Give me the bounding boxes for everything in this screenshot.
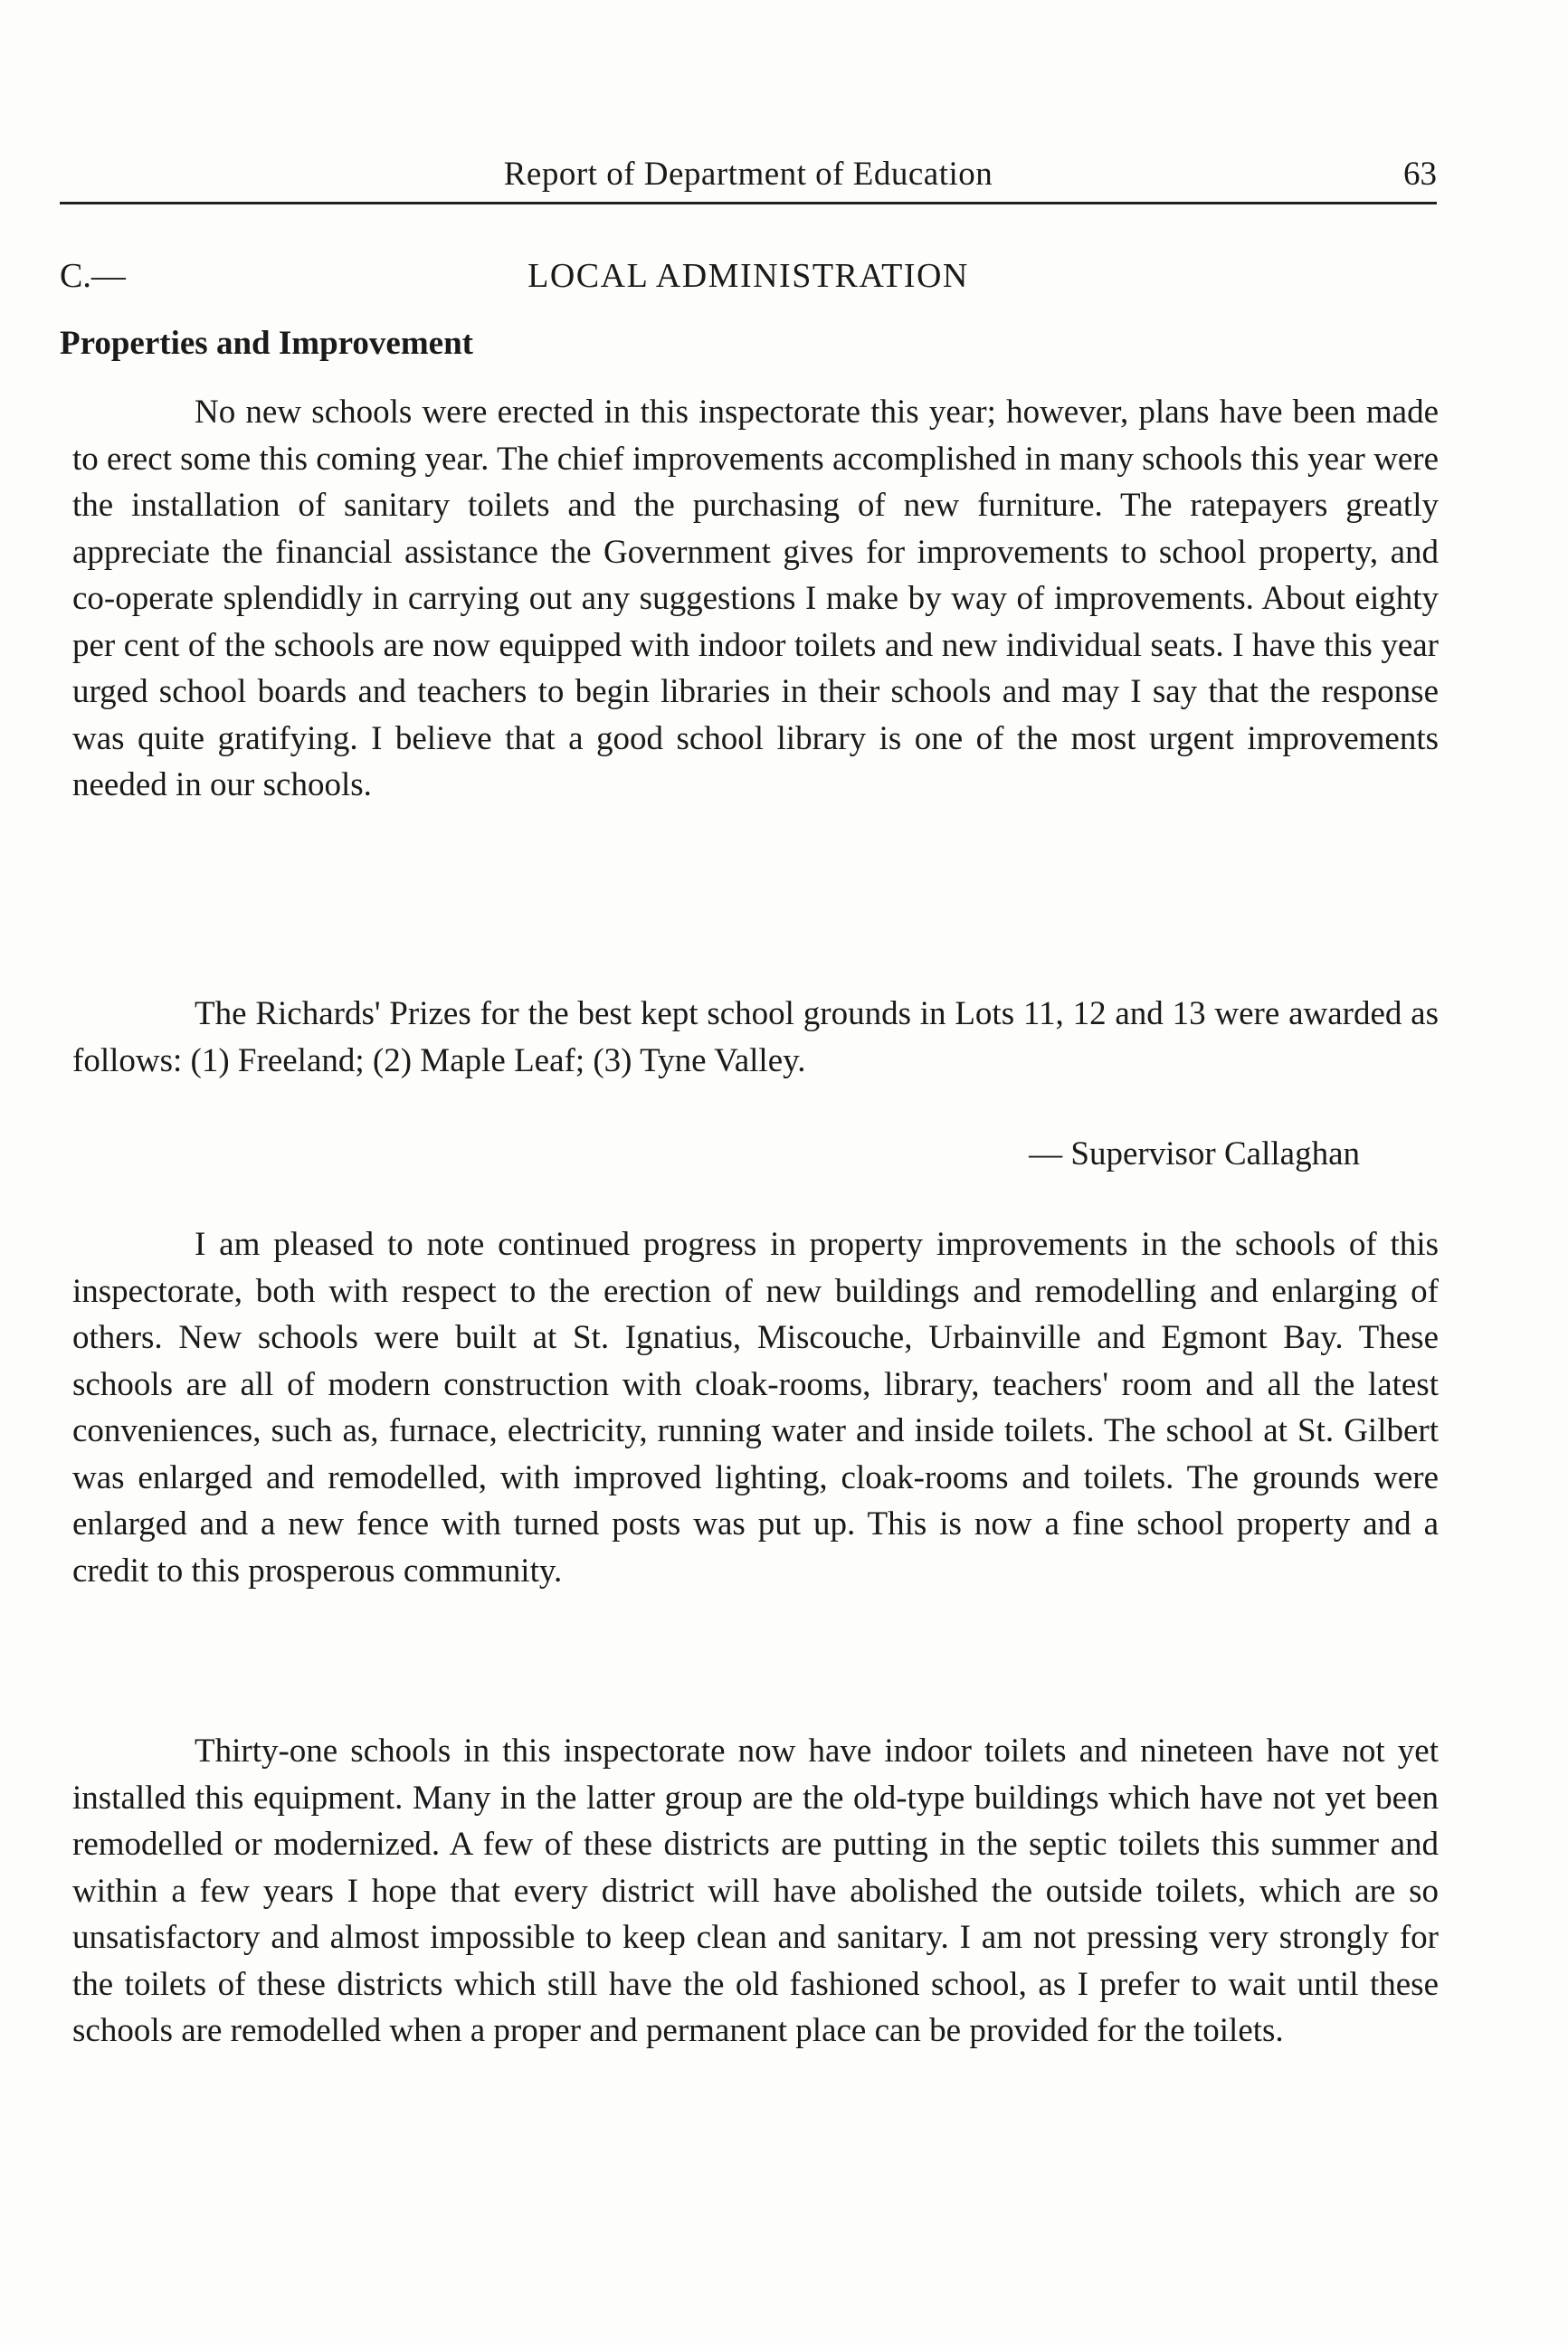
section-label: C.— bbox=[60, 257, 126, 295]
paragraph: No new schools were erected in this inspectorate this year; however, plans have been made to erect some this coming year. The chief improvements accomplished in many schools this year were the installation of sanitary toilets and the purchasing of new furniture. The ratepayers greatly appreciate the financial assistance the Government gives for improvements to school property, and co-operate splendidly in carrying out any suggestions I make by way of improvements. About eighty per cent of the schools are now equipped with indoor toilets and new individual seats. I have this year urged school boards and teachers to begin libraries in their schools and may I say that the response was quite gratifying. I believe that a good school library is one of the most urgent improvements needed in our schools. bbox=[72, 394, 1439, 803]
paragraph: The Richards' Prizes for the best kept school grounds in Lots 11, 12 and 13 were awarded as follows: (1) Freeland; (2) Maple Leaf; (3) Tyne Valley. bbox=[72, 995, 1439, 1079]
paragraph: I am pleased to note continued progress in property improvements in the schools of this inspectorate, both with respect to the erection of new buildings and remodelling and enlarging of others. New schools were built at St. Ignatius, Miscouche, Urbainville and Egmont Bay. These schools are all of modern construction with cloak-rooms, library, teachers' room and all the latest conveniences, such as, furnace, electricity, running water and inside toilets. The school at St. Gilbert was enlarged and remodelled, with improved lighting, cloak-rooms and toilets. The grounds were enlarged and a new fence with turned posts was put up. This is now a fine school property and a credit to this prosperous community. bbox=[72, 1226, 1439, 1590]
section-heading bbox=[60, 249, 1437, 303]
signature-line: — Supervisor Callaghan bbox=[1029, 1135, 1360, 1172]
page-number: 63 bbox=[1403, 156, 1437, 193]
running-header bbox=[60, 147, 1437, 204]
section-title: LOCAL ADMINISTRATION bbox=[527, 257, 969, 295]
running-title: Report of Department of Education bbox=[503, 156, 993, 193]
subheading: Properties and Improvement bbox=[60, 325, 473, 362]
paragraph: Thirty-one schools in this inspectorate now have indoor toilets and nineteen have not yet installed this equipment. Many in the latter group are the old-type buildings which have not yet been remodelled or modernized. A few of these districts are putting in the septic toilets this summer and within a few years I hope that every district will have abolished the outside toilets, which are so unsatisfactory and almost impossible to keep clean and sanitary. I am not pressing very strongly for the toilets of these districts which still have the old fashioned school, as I prefer to wait until these schools are remodelled when a proper and permanent place can be provided for the toilets. bbox=[72, 1733, 1439, 2049]
